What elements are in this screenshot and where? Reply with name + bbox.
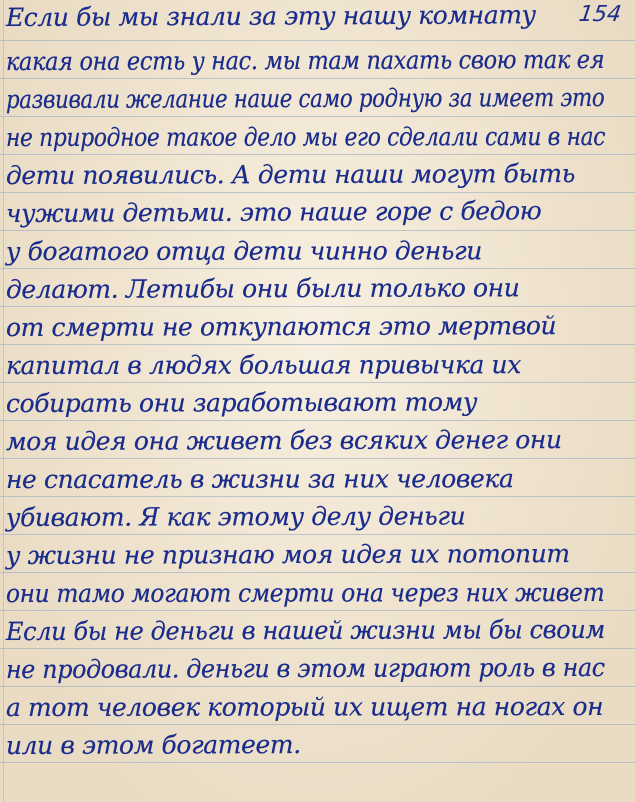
handwritten-line: развивали желание наше само родную за имеет это <box>5 82 605 115</box>
margin-line <box>3 0 4 802</box>
handwritten-line: от смерти не откупаются это мертвой <box>5 311 557 343</box>
handwritten-line: они тамо могают смерти она через них живет <box>5 577 605 608</box>
handwritten-line: Если бы не деньги в нашей жизни мы бы своим <box>5 614 605 646</box>
page-number: 154 <box>577 2 623 27</box>
handwritten-line: а тот человек который их ищет на ногах он <box>5 691 604 722</box>
handwritten-line: дети появились. А дети наши могут быть <box>5 159 575 191</box>
ruled-line <box>0 40 635 41</box>
handwritten-line: делают. Летибы они были только они <box>5 273 520 305</box>
handwritten-line: или в этом богатеет. <box>5 729 301 760</box>
handwritten-line: убивают. Я как этому делу деньги <box>5 501 466 532</box>
handwritten-line: у жизни не признаю моя идея их потопит <box>5 539 570 570</box>
handwritten-line: собирать они заработывают тому <box>5 387 478 419</box>
handwritten-line: не природное такое дело мы его сделали сами в нас <box>5 121 606 152</box>
handwritten-line: Если бы мы знали за эту нашу комнату <box>5 0 536 33</box>
handwritten-line: чужими детьми. это наше горе с бедою <box>5 196 542 229</box>
handwritten-line: какая она есть у нас. мы там пахать свою так ея <box>5 44 605 77</box>
handwritten-line: не спасатель в жизни за них человека <box>5 464 514 494</box>
handwritten-line: у богатого отца дети чинно деньги <box>5 236 482 266</box>
handwritten-line: моя идея она живет без всяких денег они <box>5 425 562 457</box>
handwritten-line: не продовали. деньги в этом играют роль в нас <box>5 652 605 684</box>
handwritten-line: капитал в людях большая привычка их <box>5 350 521 380</box>
